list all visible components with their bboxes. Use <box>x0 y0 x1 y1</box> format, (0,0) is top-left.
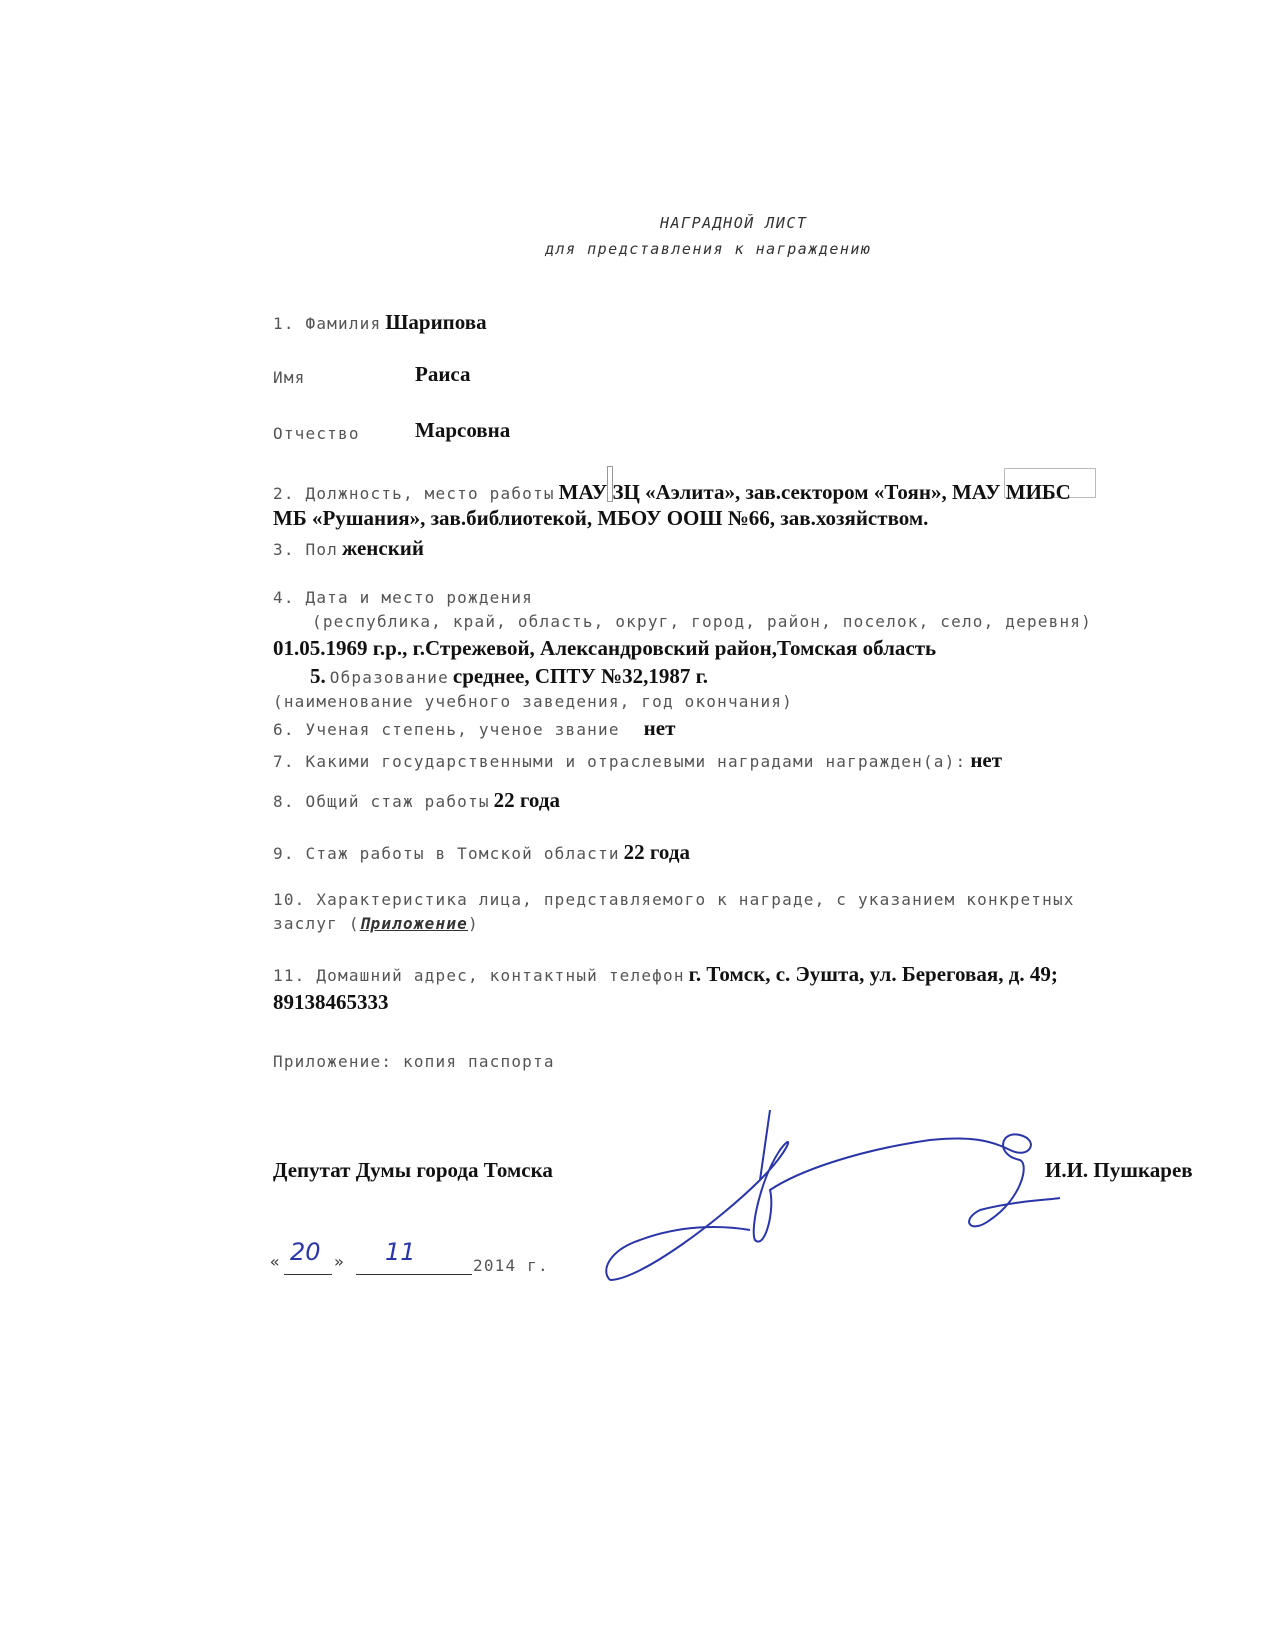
field-label: 6. Ученая степень, ученое звание <box>273 720 620 739</box>
field-birth-value: 01.05.1969 г.р., г.Стрежевой, Александровский район,Томская область <box>273 636 937 660</box>
field-phone: 89138465333 <box>273 990 389 1014</box>
field-position <box>273 480 1071 505</box>
field-label: 11. Домашний адрес, контактный телефон <box>273 966 685 985</box>
paren-open: ( <box>348 914 360 933</box>
field-number: 5. <box>310 664 326 688</box>
field-sex <box>273 536 424 561</box>
field-characteristic-cont <box>273 914 479 933</box>
date-year: 2014 г. <box>473 1256 549 1275</box>
field-address <box>273 962 1058 987</box>
field-label: 8. Общий стаж работы <box>273 792 490 811</box>
date-open-quote: « <box>270 1252 280 1271</box>
date-day-line <box>284 1274 332 1275</box>
field-value: МАУ ЗЦ «Аэлита», зав.сектором «Тоян», МАУ МИБС <box>558 480 1071 504</box>
field-label: 9. Стаж работы в Томской области <box>273 844 620 863</box>
field-label: 7. Какими государственными и отраслевыми наградами награжден(а): <box>273 752 967 771</box>
field-awards <box>273 748 1002 773</box>
doc-subtitle: для представления к награждению <box>545 240 872 258</box>
field-label: 3. Пол <box>273 540 338 559</box>
field-value: среднее, СПТУ №32,1987 г. <box>452 664 709 688</box>
field-name-label: Имя <box>273 368 306 387</box>
signer-title: Депутат Думы города Томска <box>273 1158 553 1182</box>
field-label: 1. Фамилия <box>273 314 382 333</box>
field-value: г. Томск, с. Эушта, ул. Береговая, д. 49; <box>688 962 1058 986</box>
field-value: нет <box>970 748 1003 772</box>
field-surname <box>273 310 487 335</box>
field-value: Шарипова <box>385 310 487 334</box>
paren-close: ) <box>468 914 479 933</box>
field-patronymic-value: Марсовна <box>415 418 511 442</box>
date-day: 20 <box>290 1238 321 1266</box>
field-total-experience <box>273 788 560 813</box>
field-label: Образование <box>329 668 449 687</box>
doc-title: НАГРАДНОЙ ЛИСТ <box>660 214 808 232</box>
field-value: 22 года <box>623 840 690 864</box>
field-patronymic-label: Отчество <box>273 424 360 443</box>
date-close-quote: » <box>334 1252 344 1271</box>
field-value: женский <box>342 536 424 560</box>
handwritten-signature <box>600 1110 1060 1300</box>
date-month: 11 <box>385 1238 416 1266</box>
attachment-note: Приложение: копия паспорта <box>273 1052 555 1071</box>
field-label: 2. Должность, место работы <box>273 484 555 503</box>
field-position-cont: МБ «Рушания», зав.библиотекой, МБОУ ООШ №66, зав.хозяйством. <box>273 506 929 530</box>
field-value: 22 года <box>493 788 560 812</box>
appendix-link[interactable]: Приложение <box>359 914 469 933</box>
field-education-hint: (наименование учебного заведения, год окончания) <box>273 692 793 711</box>
field-birth-hint: (республика, край, область, округ, город, район, поселок, село, деревня) <box>312 612 1092 631</box>
signer-name: И.И. Пушкарев <box>1045 1158 1193 1182</box>
field-birth-label: 4. Дата и место рождения <box>273 588 533 607</box>
field-characteristic-label: 10. Характеристика лица, представляемого к награде, с указанием конкретных <box>273 890 1075 909</box>
field-value: нет <box>643 716 676 740</box>
field-education <box>310 664 708 689</box>
field-tomsk-experience <box>273 840 690 865</box>
field-name-value: Раиса <box>415 362 471 386</box>
date-month-line <box>356 1274 472 1275</box>
field-degree <box>273 716 675 741</box>
field-label-cont: заслуг <box>273 914 338 933</box>
